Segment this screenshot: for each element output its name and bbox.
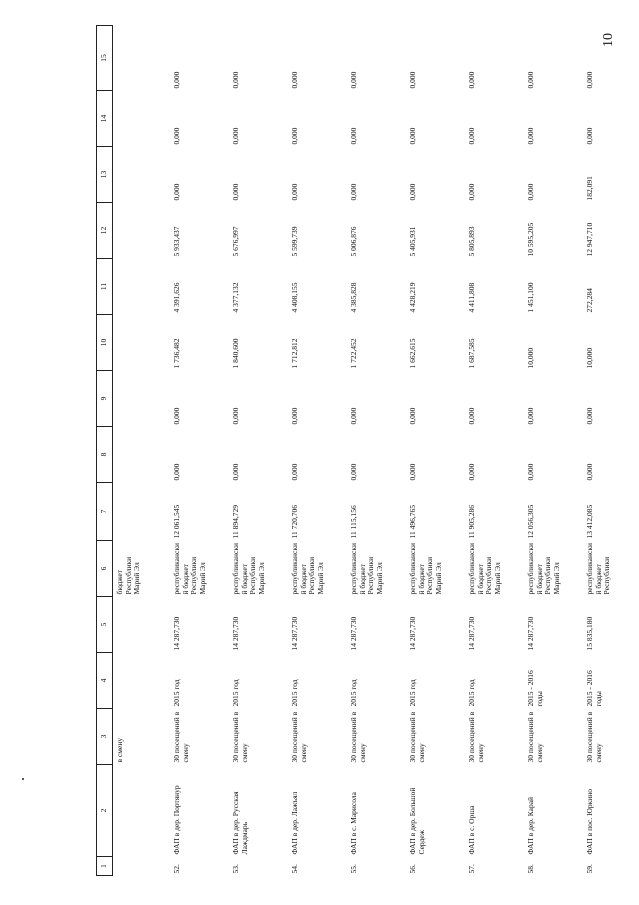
period: 2015 - 2016 годы (585, 670, 603, 707)
value-col10: 10,000 (585, 347, 594, 369)
value-col7: 11 905,286 (467, 505, 476, 539)
funding-source: республиканский бюджет Республики Марий Эл (467, 542, 502, 595)
value-col10: 1 722,452 (349, 338, 358, 369)
header-cell: 12 (97, 203, 113, 259)
page-number: 10 (601, 33, 616, 47)
header-cell: 13 (97, 147, 113, 203)
value-col8: 0,000 (290, 463, 299, 481)
facility-name: ФАП в дер. Большой Сердеж (408, 787, 426, 855)
continuation-capacity: в смену (115, 737, 124, 763)
value-col10: 1 712,812 (290, 338, 299, 369)
header-cell: 14 (97, 91, 113, 147)
funding-source: республиканский бюджет Республики Марий Эл (172, 542, 207, 595)
value-col12: 5 405,931 (408, 226, 417, 257)
value-col14: 0,000 (172, 127, 181, 145)
value-col10: 1 840,600 (231, 338, 240, 369)
value-col8: 0,000 (349, 463, 358, 481)
value-col8: 0,000 (231, 463, 240, 481)
value-col13: 0,000 (349, 183, 358, 201)
header-cell: 10 (97, 315, 113, 371)
value-col11: 272,284 (585, 288, 594, 313)
value-col13: 0,000 (526, 183, 535, 201)
header-cell: 7 (97, 483, 113, 541)
header-cell: 3 (97, 709, 113, 765)
period: 2015 - 2016 годы (526, 670, 544, 707)
continuation-source: бюджет Республики Марий Эл (115, 556, 142, 595)
value-col7: 13 412,085 (585, 504, 594, 539)
value-col13: 0,000 (231, 183, 240, 201)
row-index: 55. (349, 864, 358, 874)
facility-name: ФАП в дер. Лажъял (290, 791, 299, 855)
value-col14: 0,000 (349, 127, 358, 145)
table-row (229, 26, 288, 876)
capacity: 30 посещений в смену (585, 711, 603, 763)
value-col8: 0,000 (408, 463, 417, 481)
row-index: 56. (408, 864, 417, 874)
row-index: 53. (231, 864, 240, 874)
capacity: 30 посещений в смену (231, 711, 249, 763)
header-row (97, 26, 113, 876)
value-col9: 0,000 (290, 407, 299, 425)
table-row (347, 26, 406, 876)
value-col11: 4 385,828 (349, 282, 358, 313)
cost-value: 14 287,730 (408, 616, 417, 651)
period: 2015 год (231, 679, 240, 707)
table-row (524, 26, 583, 876)
value-col10: 1 662,615 (408, 338, 417, 369)
value-col12: 10 595,205 (526, 222, 535, 257)
header-cell: 6 (97, 541, 113, 597)
value-col9: 0,000 (172, 407, 181, 425)
funding-source: республиканский бюджет Республики (585, 542, 612, 595)
stray-mark (22, 778, 24, 780)
value-col10: 10,000 (526, 347, 535, 369)
capacity: 30 посещений в смену (526, 711, 544, 763)
value-col11: 1 451,100 (526, 282, 535, 313)
table-row (170, 26, 229, 876)
period: 2015 год (408, 679, 417, 707)
cost-value: 14 287,730 (467, 616, 476, 651)
facility-name: ФАП в с. Орша (467, 805, 476, 855)
header-cell: 1 (97, 857, 113, 876)
cost-value: 14 287,730 (231, 616, 240, 651)
value-col11: 4 377,132 (231, 282, 240, 313)
continuation-row (113, 26, 171, 876)
row-index: 58. (526, 864, 535, 874)
capacity: 30 посещений в смену (467, 711, 485, 763)
row-index: 59. (585, 864, 594, 874)
funding-source: республиканский бюджет Республики Марий Эл (231, 542, 266, 595)
value-col11: 4 428,219 (408, 282, 417, 313)
value-col7: 12 056,305 (526, 504, 535, 539)
value-col9: 0,000 (349, 407, 358, 425)
capacity: 30 посещений в смену (172, 711, 190, 763)
cost-value: 15 835,180 (585, 616, 594, 651)
value-col15: 0,000 (467, 71, 476, 89)
value-col12: 12 947,710 (585, 222, 594, 257)
cost-value: 14 287,730 (172, 616, 181, 651)
value-col14: 0,000 (526, 127, 535, 145)
value-col11: 4 411,808 (467, 282, 476, 313)
value-col15: 0,000 (349, 71, 358, 89)
header-cell: 5 (97, 597, 113, 653)
value-col11: 4 408,155 (290, 282, 299, 313)
value-col12: 5 006,876 (349, 226, 358, 257)
value-col12: 5 676,997 (231, 226, 240, 257)
value-col8: 0,000 (172, 463, 181, 481)
value-col7: 11 115,156 (349, 505, 358, 539)
value-col9: 0,000 (467, 407, 476, 425)
value-col10: 1 736,482 (172, 338, 181, 369)
value-col14: 0,000 (408, 127, 417, 145)
row-index: 54. (290, 864, 299, 874)
value-col13: 0,000 (467, 183, 476, 201)
value-col14: 0,000 (231, 127, 240, 145)
period: 2015 год (349, 679, 358, 707)
capacity: 30 посещений в смену (349, 711, 367, 763)
value-col12: 5 599,739 (290, 226, 299, 257)
value-col12: 5 933,437 (172, 226, 181, 257)
value-col14: 0,000 (467, 127, 476, 145)
header-cell: 2 (97, 765, 113, 857)
value-col13: 182,091 (585, 176, 594, 201)
value-col7: 11 894,729 (231, 505, 240, 539)
value-col12: 5 805,893 (467, 226, 476, 257)
value-col8: 0,000 (585, 463, 594, 481)
value-col9: 0,000 (231, 407, 240, 425)
value-col7: 11 720,706 (290, 505, 299, 539)
value-col14: 0,000 (290, 127, 299, 145)
table-row (583, 26, 639, 876)
value-col15: 0,000 (526, 71, 535, 89)
value-col8: 0,000 (526, 463, 535, 481)
table-row (406, 26, 465, 876)
row-index: 57. (467, 864, 476, 874)
value-col13: 0,000 (172, 183, 181, 201)
value-col13: 0,000 (290, 183, 299, 201)
value-col10: 1 687,585 (467, 338, 476, 369)
cost-value: 14 287,730 (290, 616, 299, 651)
period: 2015 год (467, 679, 476, 707)
value-col14: 0,000 (585, 127, 594, 145)
value-col15: 0,000 (408, 71, 417, 89)
value-col13: 0,000 (408, 183, 417, 201)
header-cell: 9 (97, 371, 113, 427)
header-cell: 15 (97, 26, 113, 91)
funding-source: республиканский бюджет Республики Марий Эл (290, 542, 325, 595)
cost-value: 14 287,730 (349, 616, 358, 651)
row-index: 52. (172, 864, 181, 874)
facility-name: ФАП в пос. Юркино (585, 789, 594, 855)
value-col9: 0,000 (585, 407, 594, 425)
rotated-table-container (96, 26, 614, 876)
table-row (288, 26, 347, 876)
cost-value: 14 287,730 (526, 616, 535, 651)
value-col9: 0,000 (526, 407, 535, 425)
capacity: 30 посещений в смену (290, 711, 308, 763)
header-cell: 4 (97, 653, 113, 709)
capacity: 30 посещений в смену (408, 711, 426, 763)
header-cell: 11 (97, 259, 113, 315)
value-col7: 12 061,545 (172, 504, 181, 539)
period: 2015 год (290, 679, 299, 707)
header-cell: 8 (97, 427, 113, 483)
value-col15: 0,000 (231, 71, 240, 89)
funding-source: республиканский бюджет Республики Марий Эл (526, 542, 561, 595)
program-table (96, 25, 639, 876)
value-col7: 11 496,765 (408, 505, 417, 539)
facility-name: ФАП в дер. Портянур (172, 785, 181, 855)
value-col15: 0,000 (172, 71, 181, 89)
value-col15: 0,000 (585, 71, 594, 89)
value-col11: 4 391,626 (172, 282, 181, 313)
facility-name: ФАП в дер. Русская Лаждмарь (231, 791, 249, 855)
facility-name: ФАП в с. Марисола (349, 792, 358, 855)
value-col9: 0,000 (408, 407, 417, 425)
value-col8: 0,000 (467, 463, 476, 481)
table-row (465, 26, 524, 876)
period: 2015 год (172, 679, 181, 707)
funding-source: республиканский бюджет Республики Марий Эл (408, 542, 443, 595)
funding-source: республиканский бюджет Республики Марий Эл (349, 542, 384, 595)
facility-name: ФАП в дер. Карай (526, 796, 535, 855)
value-col15: 0,000 (290, 71, 299, 89)
